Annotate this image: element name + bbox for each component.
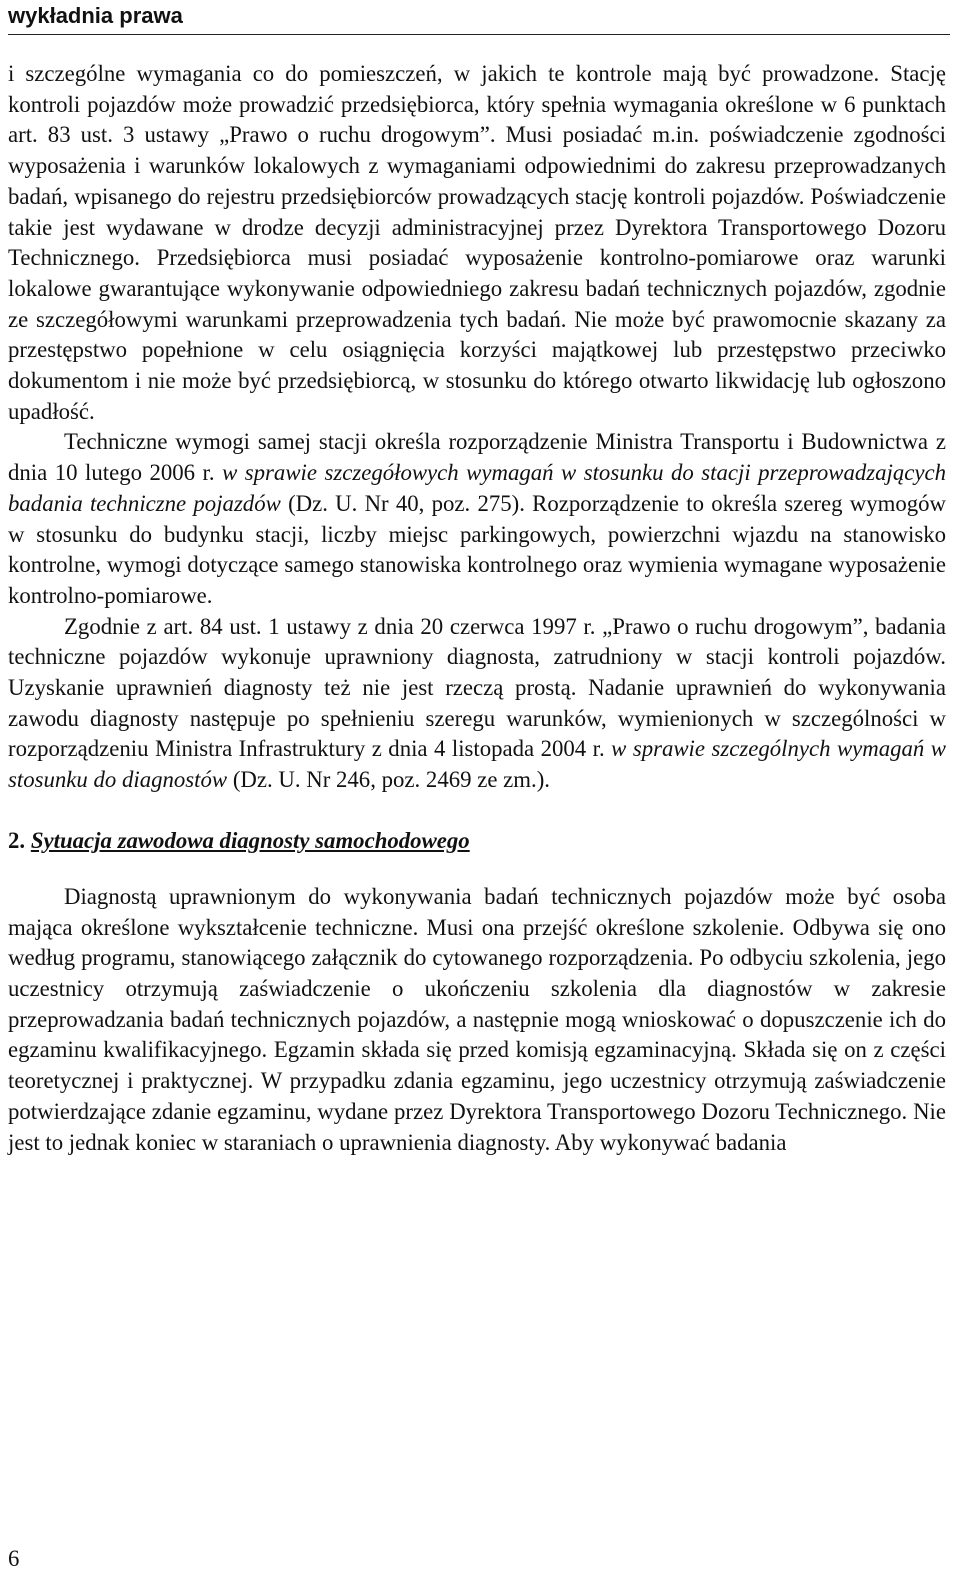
paragraph-text: Techniczne wymogi samej stacji określa rozporządzenie Ministra Transportu i Budownictwa z dnia 10 lutego 2006 r. (8, 429, 946, 486)
paragraph-text: i szczególne wymagania co do pomieszczeń, w jakich te kontrole mają być prowadzone. Stację kontroli pojazdów może prowadzić przedsiębiorca, który spełnia wymagania określone w 6 punktach art. 83 ust. 3 ustawy „Prawo o ruchu drogowym”. Musi posiadać m.in. poświadczenie zgodności wyposażenia i warunków lokalowych z wymaganiami odpowiednimi do zakresu przeprowadzanych badań, wpisanego do rejestru przedsiębiorców prowadzących stację kontroli pojazdów. Poświadczenie takie jest wydawane w drodze decyzji administracyjnej przez Dyrektora Transportowego Dozoru Technicznego. Przedsiębiorca musi posiadać wyposażenie kontrolno-pomiarowe oraz warunki lokalowe gwarantujące wykonywanie odpowiedniego zakresu badań technicznych pojazdów, zgodnie ze szczegółowymi warunkami przeprowadzenia tych badań. Nie może być prawomocnie skazany za przestępstwo popełnione w celu osiągnięcia korzyści majątkowej lub przestępstwo przeciwko dokumentom i nie może być przedsiębiorcą, w stosunku do którego otwarto likwidację lub ogłoszono upadłość. (8, 61, 946, 424)
paragraph-qualification (8, 882, 946, 1158)
regulation-title: w sprawie szczegółowych wymagań w stosunku do stacji przeprowadzających badania techniczne pojazdów (8, 460, 947, 516)
regulation-title: w sprawie szczególnych wymagań w stosunku do diagnostów (8, 736, 946, 793)
document-page (8, 0, 946, 1158)
paragraph-diagnosticians (8, 612, 946, 796)
paragraph-text: Diagnostą uprawnionym do wykonywania badań technicznych pojazdów może być osoba mająca określone wykształcenie techniczne. Musi ona przejść określone szkolenie. Odbywa się ono według programu, stanowiącego załącznik do cytowanego rozporządzenia. Po odbyciu szkolenia, jego uczestnicy otrzymują zaświadczenie o ukończeniu szkolenia dla diagnostów w zakresie przeprowadzania badań technicznych pojazdów, a następnie mogą wnioskować o dopuszczenie ich do egzaminu kwalifikacyjnego. Egzamin składa się przed komisją egzaminacyjną. Składa się on z części teoretycznej i praktycznej. W przypadku zdania egzaminu, jego uczestnicy otrzymują zaświadczenie potwierdzające zdanie egzaminu, wydane przez Dyrektora Transportowego Dozoru Technicznego. Nie jest to jednak koniec w staraniach o uprawnienia diagnosty. Aby wykonywać badania (8, 883, 946, 1155)
page-number: 6 (8, 1546, 20, 1571)
section-title: Sytuacja zawodowa diagnosty samochodowego (30, 827, 470, 853)
paragraph-text: Zgodnie z art. 84 ust. 1 ustawy z dnia 20 czerwca 1997 r. „Prawo o ruchu drogowym”, badania techniczne pojazdów wykonuje uprawniony diagnosta, zatrudniony w stacji kontroli pojazdów. Uzyskanie uprawnień diagnosty też nie jest rzeczą prostą. Nadanie uprawnień do wykonywania zawodu diagnosty następuje po spełnieniu szeregu warunków, wymienionych w szczególności w rozporządzeniu Ministra Infrastruktury z dnia 4 listopada 2004 r. (8, 613, 946, 762)
body-text (8, 59, 946, 1158)
paragraph-text: (Dz. U. Nr 246, poz. 2469 ze zm.). (227, 767, 550, 793)
section-number: 2. (8, 827, 26, 853)
section-heading (8, 826, 946, 856)
paragraph-stations (8, 59, 946, 427)
running-header: wykładnia prawa (8, 0, 950, 35)
paragraph-text: (Dz. U. Nr 40, poz. 275). Rozporządzenie to określa szereg wymogów w stosunku do budynku stacji, liczby miejsc parkingowych, powierzchni wjazdu na stanowisko kontrolne, wymogi dotyczące samego stanowiska kontrolnego oraz wymienia wymagane wyposażenie kontrolno-pomiarowe. (8, 490, 947, 608)
paragraph-technical-requirements (8, 427, 946, 611)
